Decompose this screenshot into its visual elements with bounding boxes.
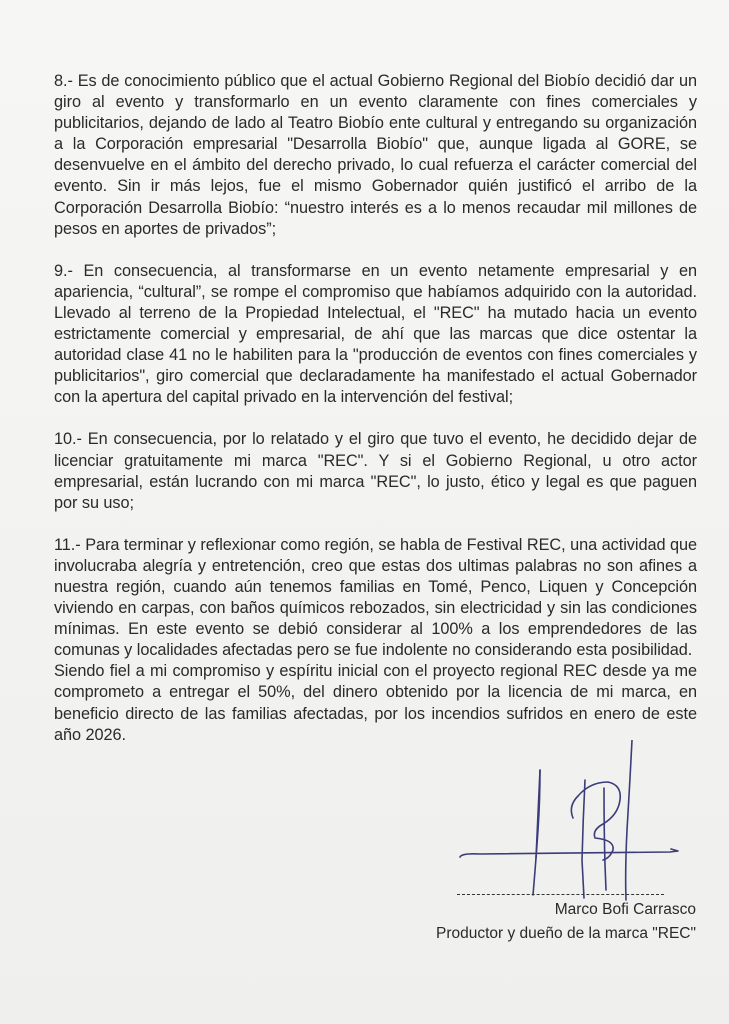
paragraph-number: 10.- <box>54 430 82 449</box>
signer-title: Productor y dueño de la marca "REC" <box>436 925 696 942</box>
signer-name: Marco Bofi Carrasco <box>554 901 696 918</box>
paragraph-8 <box>54 71 697 240</box>
closing-paragraph: Siendo fiel a mi compromiso y espíritu inicial con el proyecto regional REC desde ya me comprometo a entregar el 50%, del dinero obtenido por la licencia de mi marca, en beneficio directo de las familias afectadas, por los incendios sufridos en enero de este año 2026. <box>54 662 697 744</box>
handwritten-signature <box>440 740 720 910</box>
paragraph-number: 9.- <box>54 261 73 280</box>
signature-block <box>436 770 720 942</box>
signature-line <box>457 894 664 895</box>
paragraph-text: En consecuencia, al transformarse en un evento netamente empresarial y en apariencia, “cultural”, se rompe el compromiso que habíamos adquirido con la autoridad. Llevado al terreno de la Propiedad Intelectual, el "REC" ha mutado hacia un evento estrictamente comercial y empresarial, de ahí que las marcas que dice ostentar la autoridad clase 41 no le habiliten para la "producción de eventos con fines comerciales y publicitarios", giro comercial que declaradamente ha manifestado el actual Gobernador con la apertura del capital privado en la intervención del festival; <box>54 261 697 407</box>
paragraph-11 <box>54 535 697 662</box>
paragraph-number: 11.- <box>54 535 81 554</box>
paragraph-text: Es de conocimiento público que el actual Gobierno Regional del Biobío decidió dar un giro al evento y transformarlo en un evento claramente con fines comerciales y publicitarios, dejando de lado al Teatro Biobío ente cultural y entregando su organización a la Corporación empresarial "Desarrolla Biobío" que, aunque ligada al GORE, se desenvuelve en el ámbito del derecho privado, lo cual refuerza el carácter comercial del evento. Sin ir más lejos, fue el mismo Gobernador quién justificó el arribo de la Corporación Desarrolla Biobío: “nuestro interés es a lo menos recaudar mil millones de pesos en aportes de privados”; <box>54 72 697 238</box>
paragraph-10 <box>54 429 697 513</box>
paragraph-9 <box>54 261 697 409</box>
paragraph-number: 8.- <box>54 72 73 90</box>
paragraph-text: Para terminar y reflexionar como región, se habla de Festival REC, una actividad que involucraba alegría y entretención, creo que estas dos ultimas palabras no son afines a nuestra región, cuando aún tenemos familias en Tomé, Penco, Liquen y Concepción viviendo en carpas, con baños químicos rebozados, sin electricidad y sin las condiciones mínimas. En este evento se debió considerar al 100% a los emprendedores de las comunas y localidades afectadas pero se fue indolente no considerando esta posibilidad. <box>54 535 697 660</box>
document-body <box>54 71 697 746</box>
paragraph-text: En consecuencia, por lo relatado y el giro que tuvo el evento, he decidido dejar de licenciar gratuitamente mi marca "REC". Y si el Gobierno Regional, u otro actor empresarial, están lucrando con mi marca "REC", lo justo, ético y legal es que paguen por su uso; <box>54 430 697 512</box>
